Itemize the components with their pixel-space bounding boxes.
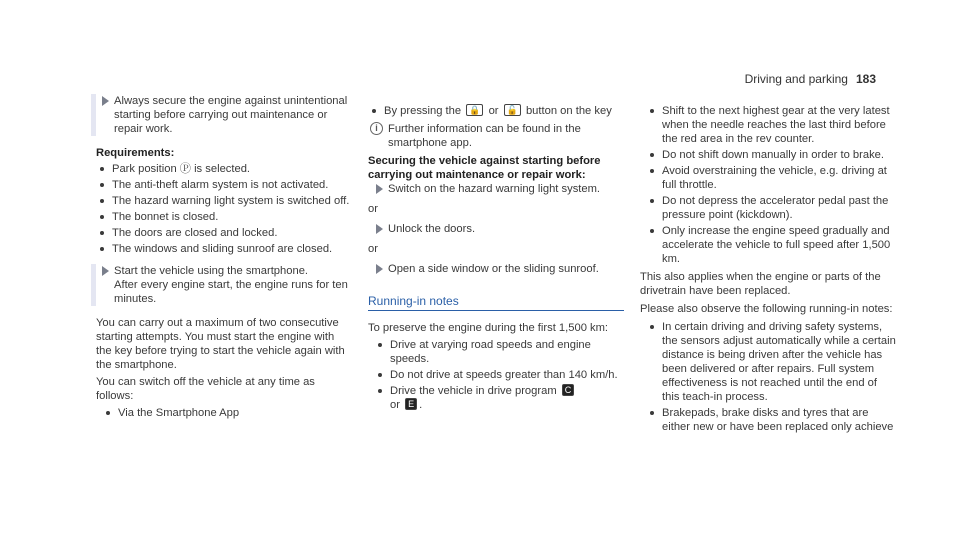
list-item-key-button: [368, 104, 624, 118]
info-icon: i: [370, 122, 383, 135]
list-item: In certain driving and driving safety systems, the sensors adjust automatically while a certain distance is being driven after the vehicle has been delivered or after repairs. Full system effectiveness is not reached until the end of this teach-in process.: [646, 320, 896, 404]
page-number: 183: [855, 72, 876, 86]
step-hazard: [368, 182, 624, 196]
text: or: [488, 105, 499, 117]
drive-program-c-icon: C: [562, 384, 575, 396]
list-item: The doors are closed and locked.: [96, 226, 352, 240]
list-item: Via the Smartphone App: [102, 406, 352, 420]
unlock-icon: 🔓: [504, 104, 521, 116]
paragraph: This also applies when the engine or parts of the drivetrain have been replaced.: [640, 271, 881, 297]
info-note: [368, 122, 624, 150]
list-item: The anti-theft alarm system is not activated.: [96, 178, 352, 192]
paragraph: You can carry out a maximum of two consecutive starting attempts. You must start the engine with the key before trying to start the vehicle again with the smartphone.: [96, 317, 345, 371]
lock-icon: 🔒: [466, 104, 483, 116]
list-item: The bonnet is closed.: [96, 210, 352, 224]
step-text: Start the vehicle using the smartphone.: [114, 265, 309, 277]
page-header: [745, 72, 876, 86]
step-arrow-icon: [102, 266, 109, 276]
column-2: [368, 102, 624, 414]
requirements-list: [96, 162, 352, 256]
paragraph: To preserve the engine during the first 1,500 km:: [368, 322, 609, 334]
step-text: Always secure the engine against unintentional starting before carrying out maintenance or repair work.: [114, 95, 348, 135]
text: By pressing the: [384, 105, 462, 117]
column-3: [640, 102, 896, 436]
list-item: Shift to the next highest gear at the very latest when the needle reaches the last third before the red area in the rev counter.: [646, 104, 896, 146]
list-item: Avoid overstraining the vehicle, e.g. driving at full throttle.: [646, 164, 896, 192]
step-text: Open a side window or the sliding sunroof.: [388, 263, 599, 275]
section-heading-running-in: Running-in notes: [368, 294, 624, 311]
step-arrow-icon: [376, 224, 383, 234]
column-1: [96, 94, 352, 422]
step-subtext: After every engine start, the engine runs for ten minutes.: [114, 279, 348, 305]
or-text: or: [368, 243, 378, 255]
info-text: Further information can be found in the smartphone app.: [388, 123, 581, 149]
paragraph: Please also observe the following running-in notes:: [640, 303, 893, 315]
text: or: [390, 399, 400, 411]
step-open-window: [368, 262, 624, 276]
list-item: Do not depress the accelerator pedal past the pressure point (kickdown).: [646, 194, 896, 222]
list-item: Do not drive at speeds greater than 140 km/h.: [374, 368, 624, 382]
paragraph: You can switch off the vehicle at any time as follows:: [96, 376, 315, 402]
list-item-drive-program: Drive the vehicle in drive program C or E .: [374, 384, 624, 412]
drive-program-e-icon: E: [405, 398, 417, 410]
list-item: Park position Ⓟ is selected.: [96, 162, 352, 176]
secure-title: Securing the vehicle against starting before carrying out maintenance or repair work:: [368, 155, 601, 181]
step-start-vehicle: [91, 264, 352, 306]
or-text: or: [368, 203, 378, 215]
step-arrow-icon: [376, 264, 383, 274]
list-item: Brakepads, brake disks and tyres that are either new or have been replaced only achieve: [646, 406, 896, 434]
step-arrow-icon: [102, 96, 109, 106]
text: button on the key: [525, 105, 612, 117]
step-unlock: [368, 222, 624, 236]
list-item: The windows and sliding sunroof are closed.: [96, 242, 352, 256]
list-item: Only increase the engine speed gradually and accelerate the vehicle to full speed after 1,500 km.: [646, 224, 896, 266]
list-item: The hazard warning light system is switched off.: [96, 194, 352, 208]
step-arrow-icon: [376, 184, 383, 194]
text: Drive the vehicle in drive program: [390, 385, 557, 397]
step-text: Unlock the doors.: [388, 223, 476, 235]
section-title: Driving and parking: [744, 72, 848, 86]
requirements-title: Requirements:: [96, 147, 175, 159]
step-secure-engine: [91, 94, 352, 136]
step-text: Switch on the hazard warning light system.: [388, 183, 601, 195]
list-item: Do not shift down manually in order to brake.: [646, 148, 896, 162]
list-item: Drive at varying road speeds and engine speeds.: [374, 338, 624, 366]
